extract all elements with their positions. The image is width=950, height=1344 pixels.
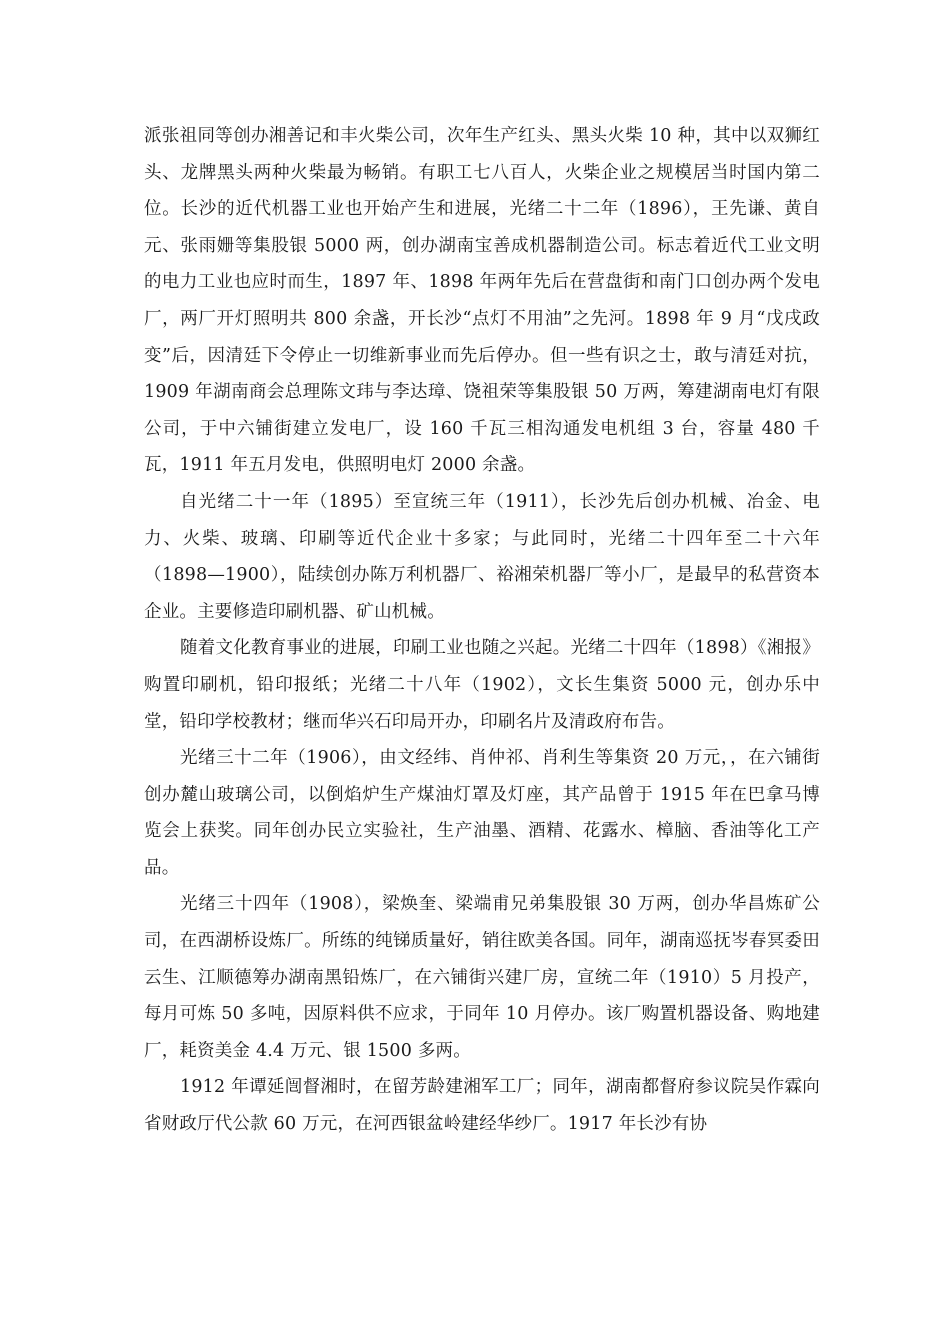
paragraph-4: 光绪三十二年（1906），由文经纬、肖仲祁、肖利生等集资 20 万元，，在六铺街创办麓山玻璃公司，以倒焰炉生产煤油灯罩及灯座，其产品曾于 1915 年在巴拿马博览会上获奖。同年创办民立实验社，生产油墨、酒精、花露水、樟脑、香油等化工产品。: [144, 748, 820, 878]
paragraph-3: 随着文化教育事业的进展，印刷工业也随之兴起。光绪二十四年（1898）《湘报》购置印刷机，铅印报纸；光绪二十八年（1902），文长生集资 5000 元，创办乐中堂，铅印学校教材；继而华兴石印局开办，印刷名片及清政府布告。: [144, 638, 820, 732]
paragraph-6: 1912 年谭延闿督湘时，在留芳龄建湘军工厂；同年，湖南都督府参议院吴作霖向省财政厅代公款 60 万元，在河西银盆岭建经华纱厂。1917 年长沙有协: [144, 1077, 820, 1135]
paragraph-1: 派张祖同等创办湘善记和丰火柴公司，次年生产红头、黑头火柴 10 种，其中以双狮红头、龙牌黑头两种火柴最为畅销。有职工七八百人，火柴企业之规模居当时国内第二位。长沙的近代机器工业也开始产生和进展，光绪二十二年（1896），王先谦、黄自元、张雨姗等集股银 5000 两，创办湖南宝善成机器制造公司。标志着近代工业文明的电力工业也应时而生，1897 年、1898 年两年先后在营盘街和南门口创办两个发电厂，两厂开灯照明共 800 余盏，开长沙“点灯不用油”之先河。1898 年 9 月“戊戌政变”后，因清廷下令停止一切维新事业而先后停办。但一些有识之士，敢与清廷对抗，1909 年湖南商会总理陈文玮与李达璋、饶祖荣等集股银 50 万两，筹建湖南电灯有限公司，于中六铺街建立发电厂，设 160 千瓦三相沟通发电机组 3 台，容量 480 千瓦，1911 年五月发电，供照明电灯 2000 余盏。: [144, 126, 820, 476]
paragraph-5: 光绪三十四年（1908），梁焕奎、梁端甫兄弟集股银 30 万两，创办华昌炼矿公司，在西湖桥设炼厂。所练的纯锑质量好，销往欧美各国。同年，湖南巡抚岑春冥委田云生、江顺德筹办湖南黑铅炼厂，在六铺街兴建厂房，宣统二年（1910）5 月投产，每月可炼 50 多吨，因原料供不应求，于同年 10 月停办。该厂购置机器设备、购地建厂，耗资美金 4.4 万元、银 1500 多两。: [144, 894, 820, 1061]
paragraph-2: 自光绪二十一年（1895）至宣统三年（1911），长沙先后创办机械、冶金、电力、火柴、玻璃、印刷等近代企业十多家；与此同时，光绪二十四年至二十六年（1898—1900），陆续创办陈万利机器厂、裕湘荣机器厂等小厂，是最早的私营资本企业。主要修造印刷机器、矿山机械。: [144, 491, 820, 622]
document-body: [144, 118, 820, 1143]
